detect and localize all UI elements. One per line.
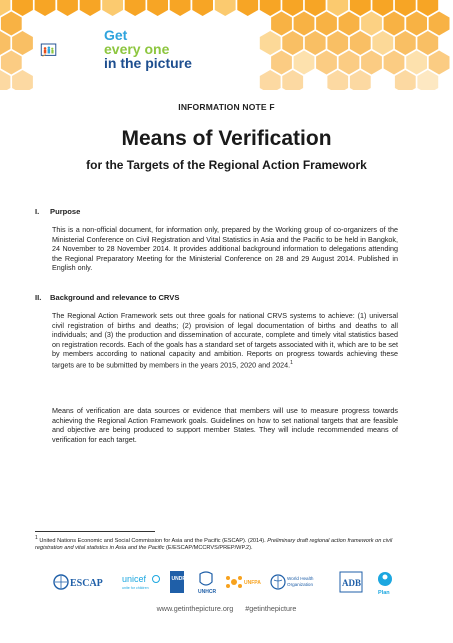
hexagon-tile: [102, 0, 123, 16]
undp-logo-icon: [170, 571, 186, 593]
hexagon-tile: [1, 51, 22, 75]
hexagon-tile: [429, 12, 450, 36]
hexagon-tile: [327, 70, 348, 90]
undp-label: UNDP: [171, 576, 186, 582]
hexagon-tile: [406, 51, 427, 75]
hexagon-tile: [305, 31, 326, 55]
logo-wordmark: [104, 28, 192, 70]
partner-logos-strip: [52, 568, 412, 596]
hexagon-tile: [215, 0, 236, 16]
hexagon-tile: [35, 0, 56, 16]
hexagon-tile: [192, 0, 213, 16]
footnote: [35, 535, 395, 552]
hexagon-tile: [384, 51, 405, 75]
footer-links: [0, 604, 453, 613]
paragraph-background-2: Means of verification are data sources or evidence that members will use to measure progress towards achieving the Regional Action Framework goals. Guidelines on how to set national targets that are feasible and objective are being produced to support member States. They will include recommended means of verification for each target.: [52, 406, 398, 444]
hexagon-tile: [361, 51, 382, 75]
hexagon-tile: [1, 12, 22, 36]
logo-line-1: Get: [104, 27, 128, 43]
hexagon-tile: [260, 31, 281, 55]
get-every-one-logo-icon: [40, 22, 100, 78]
hexagon-tile: [417, 0, 438, 16]
hexagon-tile: [12, 70, 33, 90]
escap-label: ESCAP: [70, 578, 103, 589]
plan-label: Plan: [378, 590, 390, 596]
section-title: Purpose: [50, 207, 81, 216]
document-subtitle: for the Targets of the Regional Action Framework: [86, 158, 367, 172]
unhcr-logo-icon: [198, 572, 216, 595]
hexagon-tile: [327, 31, 348, 55]
footnote-reference-code: (E/ESCAP/MCCRVS/PREP/WP.2).: [166, 544, 253, 551]
paragraph-purpose: This is a non-official document, for information only, prepared by the Working group of co-organizers of the Ministerial Conference on Civil Registration and Vital Statistics in Asia and the Pacific to be held in Bangkok, 24 November to 28 November 2014. It provides additional background information to delegations attending the Regional Preparatory Meeting for the Ministerial Conference on 28 and 29 August 2014. Published in English only.: [52, 225, 398, 273]
hexagon-tile: [350, 70, 371, 90]
hexagon-tile: [350, 0, 371, 16]
footnote-reference: 1: [290, 359, 293, 366]
hexagon-tile: [395, 70, 416, 90]
unicef-logo-icon: [122, 574, 160, 590]
hashtag: #getinthepicture: [245, 604, 297, 613]
who-logo-icon: [271, 575, 314, 589]
hexagon-tile: [0, 31, 10, 55]
unicef-label: unicef: [122, 574, 147, 584]
hexagon-tile: [57, 0, 78, 16]
hexagon-tile: [417, 31, 438, 55]
hexagon-tile: [417, 70, 438, 90]
unfpa-label: UNFPA: [244, 580, 261, 586]
adb-logo-icon: [340, 572, 362, 592]
section-number: I.: [35, 207, 40, 216]
hexagon-tile: [12, 0, 33, 16]
hexagon-tile: [147, 0, 168, 16]
hexagon-tile: [327, 0, 348, 16]
hexagon-tile: [305, 0, 326, 16]
hexagon-tile: [282, 70, 303, 90]
hexagon-tile: [429, 51, 450, 75]
hexagon-tile: [395, 0, 416, 16]
hexagon-tile: [260, 70, 281, 90]
hexagon-tile: [372, 31, 393, 55]
hexagon-tile: [384, 12, 405, 36]
hexagon-tile: [282, 31, 303, 55]
hexagon-tile: [316, 51, 337, 75]
hexagon-tile: [406, 12, 427, 36]
paragraph-background-1: [52, 311, 398, 370]
hexagon-tile: [170, 0, 191, 16]
escap-logo-icon: [54, 575, 103, 589]
hexagon-tile: [372, 0, 393, 16]
hexagon-tile: [395, 31, 416, 55]
footnote-mark: 1: [35, 535, 38, 541]
hexagon-tile: [282, 0, 303, 16]
hexagon-tile: [271, 12, 292, 36]
hexagon-tile: [294, 51, 315, 75]
document-title: Means of Verification: [121, 127, 332, 150]
hexagon-tile: [237, 0, 258, 16]
plan-logo-icon: [378, 572, 392, 596]
adb-label: ADB: [342, 578, 362, 588]
hexagon-tile: [294, 12, 315, 36]
hexagon-tile: [361, 12, 382, 36]
hexagon-tile: [339, 51, 360, 75]
unfpa-logo-icon: [226, 576, 261, 588]
who-label-2: Organization: [287, 582, 314, 587]
hexagon-tile: [339, 12, 360, 36]
footnote-divider: [35, 531, 155, 532]
section-heading-purpose: [35, 207, 80, 216]
hexagon-tile: [80, 0, 101, 16]
hexagon-tile: [12, 31, 33, 55]
hexagon-tile: [271, 51, 292, 75]
website-link[interactable]: www.getinthepicture.org: [156, 604, 234, 613]
who-label-1: World Health: [287, 576, 314, 581]
hexagon-tile: [125, 0, 146, 16]
section-number: II.: [35, 293, 42, 302]
hexagon-tile: [260, 0, 281, 16]
hexagon-tile: [316, 12, 337, 36]
unicef-tagline: unite for children: [122, 586, 149, 590]
paragraph-text: The Regional Action Framework sets out three goals for national CRVS systems to achieve: (1) universal civil registration of births and deaths; (2) provision of legal documentation of births and deaths to all individuals; and (3) the production and dissemination of accurate, complete and timely vital statistics based on registration records. Each of the goals has a standard set of targets associated with it, which are to be set by members according to national capacity and ambition. Reports on progress towards achieving these targets are to be submitted by members in the years 2015, 2020 and 2024.: [52, 311, 398, 370]
footnote-title: Preliminary draft regional action framework on civil registration and vital statistics in Asia and the Pacific: [35, 537, 393, 551]
hexagon-tile: [350, 31, 371, 55]
footnote-text: United Nations Economic and Social Commission for Asia and the Pacific (ESCAP). (2014).: [39, 537, 266, 544]
logo-line-3: in the picture: [104, 55, 192, 71]
section-heading-background: [35, 293, 179, 302]
logo-line-2: every one: [104, 41, 170, 57]
unhcr-label: UNHCR: [198, 589, 217, 595]
information-note-label: INFORMATION NOTE F: [178, 102, 275, 112]
section-title: Background and relevance to CRVS: [50, 293, 180, 302]
